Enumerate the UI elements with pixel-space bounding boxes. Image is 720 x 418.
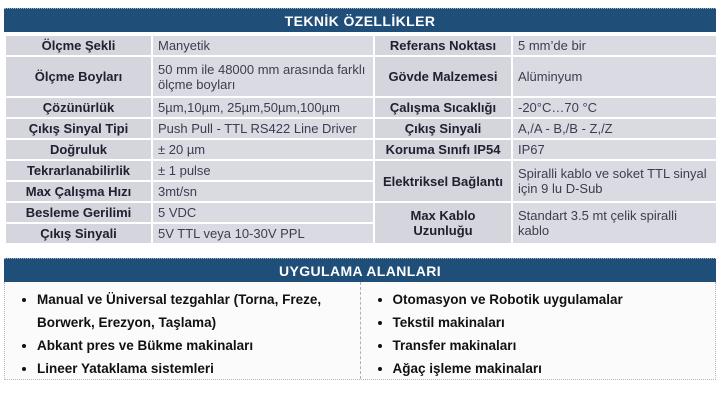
spec-value: 5V TTL veya 10-30V PPL — [152, 223, 374, 244]
technical-specs-table — [4, 34, 718, 245]
spec-row — [5, 56, 717, 97]
spec-label: Çalışma Sıcaklığı — [374, 97, 512, 118]
spec-label: Çıkış Sinyali — [374, 118, 512, 139]
spec-label: Doğruluk — [5, 139, 152, 160]
spec-value: 5 VDC — [152, 202, 374, 223]
spec-label: Besleme Gerilimi — [5, 202, 152, 223]
spec-value: Spiralli kablo ve soket TTL sinyal için 9 lu D-Sub — [512, 160, 717, 202]
spec-label: Elektriksel Bağlantı — [374, 160, 512, 202]
spec-value: Alüminyum — [512, 56, 717, 97]
technical-specs-header: TEKNİK ÖZELLİKLER — [4, 8, 716, 32]
applications-list-left — [5, 282, 361, 379]
spec-value: 5µm,10µm, 25µm,50µm,100µm — [152, 97, 374, 118]
spec-label: Ölçme Boyları — [5, 56, 152, 97]
spec-label: Çıkış Sinyal Tipi — [5, 118, 152, 139]
spec-row — [5, 160, 717, 181]
spec-label: Max Kablo Uzunluğu — [374, 202, 512, 244]
application-item: • Lineer Yataklama sistemleri — [37, 357, 352, 380]
spec-value: A,/A - B,/B - Z,/Z — [512, 118, 717, 139]
spec-value: ± 20 µm — [152, 139, 374, 160]
applications-list-right — [361, 282, 716, 379]
application-item: • Ağaç işleme makinaları — [393, 357, 708, 380]
spec-value: ± 1 pulse — [152, 160, 374, 181]
spec-row — [5, 202, 717, 223]
spec-label: Ölçme Şekli — [5, 35, 152, 56]
spec-label: Referans Noktası — [374, 35, 512, 56]
spec-label: Koruma Sınıfı IP54 — [374, 139, 512, 160]
application-item: • Manual ve Üniversal tezgahlar (Torna, Freze, Borwerk, Erezyon, Taşlama) — [37, 288, 352, 334]
spec-label: Çıkış Sinyali — [5, 223, 152, 244]
spec-value: IP67 — [512, 139, 717, 160]
spec-value: 5 mm’de bir — [512, 35, 717, 56]
applications-header: UYGULAMA ALANLARI — [4, 258, 716, 282]
spec-row — [5, 97, 717, 118]
spec-value: Manyetik — [152, 35, 374, 56]
spec-value: -20°C…70 °C — [512, 97, 717, 118]
spec-label: Max Çalışma Hızı — [5, 181, 152, 202]
spec-value: 3mt/sn — [152, 181, 374, 202]
application-item: • Transfer makinaları — [393, 334, 708, 357]
spec-label: Tekrarlanabilirlik — [5, 160, 152, 181]
spec-label: Çözünürlük — [5, 97, 152, 118]
spec-row — [5, 139, 717, 160]
applications-panel — [4, 282, 716, 380]
spec-value: Push Pull - TTL RS422 Line Driver — [152, 118, 374, 139]
spec-label: Gövde Malzemesi — [374, 56, 512, 97]
spec-row — [5, 35, 717, 56]
application-item: • Abkant pres ve Bükme makinaları — [37, 334, 352, 357]
spec-row — [5, 118, 717, 139]
application-item: • Otomasyon ve Robotik uygulamalar — [393, 288, 708, 311]
application-item: • Tekstil makinaları — [393, 311, 708, 334]
spec-value: Standart 3.5 mt çelik spiralli kablo — [512, 202, 717, 244]
spec-value: 50 mm ile 48000 mm arasında farklı ölçme boyları — [152, 56, 374, 97]
